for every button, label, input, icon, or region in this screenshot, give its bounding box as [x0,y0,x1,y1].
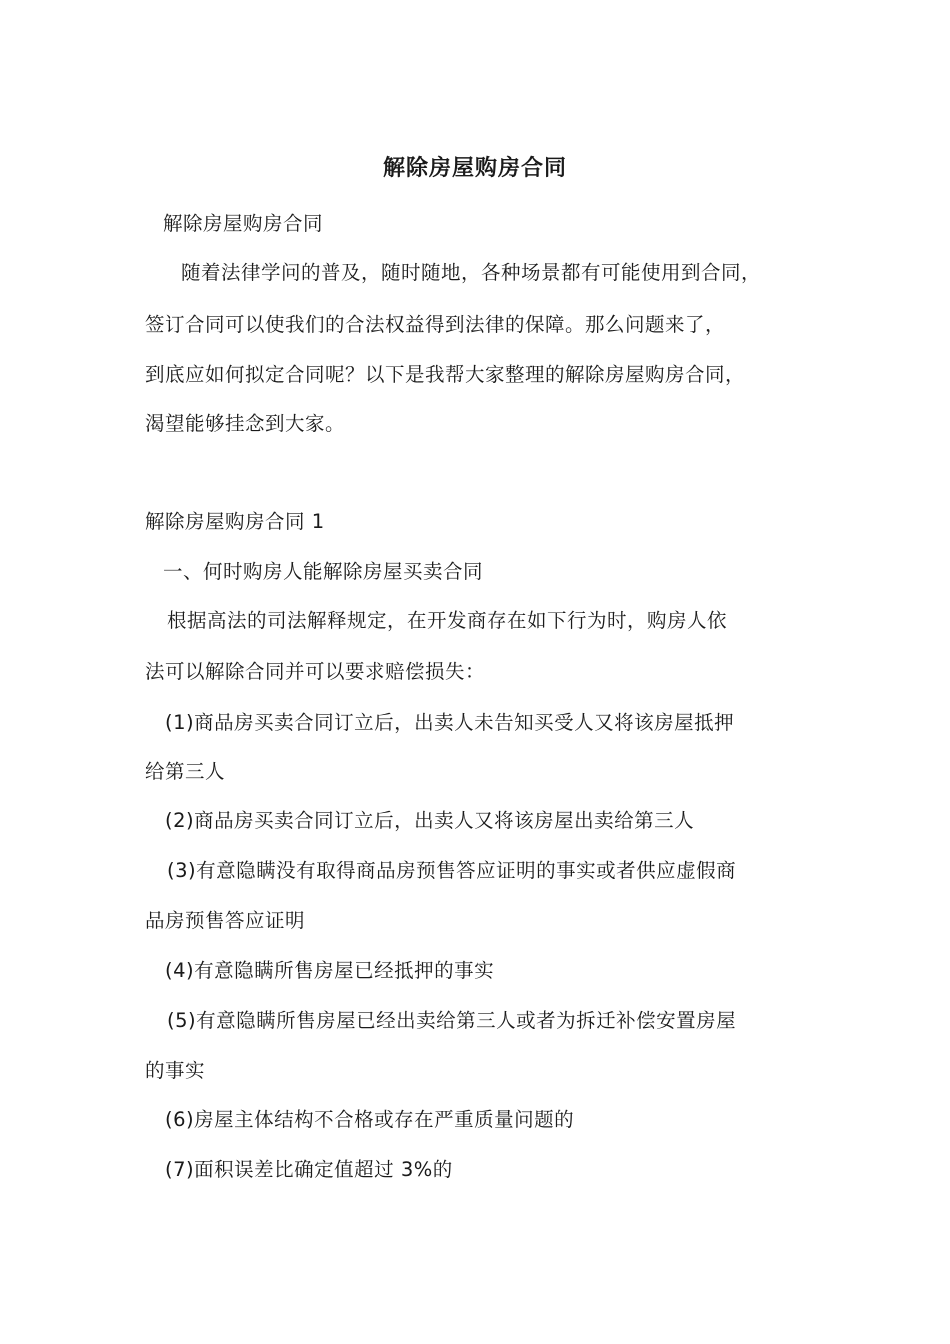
paragraph-line: 签订合同可以使我们的合法权益得到法律的保障。那么问题来了， [145,313,726,336]
list-item-line: (4)有意隐瞒所售房屋已经抵押的事实 [165,959,495,982]
list-item-line: (2)商品房买卖合同订立后，出卖人又将该房屋出卖给第三人 [165,809,695,832]
paragraph-line: 到底应如何拟定合同呢？以下是我帮大家整理的解除房屋购房合同， [145,363,746,386]
list-item-line: (7)面积误差比确定值超过 3%的 [165,1158,453,1181]
list-item-line: 给第三人 [145,760,226,783]
list-item-line: (1)商品房买卖合同订立后，出卖人未告知买受人又将该房屋抵押 [165,711,735,734]
list-item-line: 品房预售答应证明 [145,909,306,932]
subsection-heading: 一、何时购房人能解除房屋买卖合同 [163,560,484,583]
list-item-line: 的事实 [145,1059,206,1082]
list-item-line: (5)有意隐瞒所售房屋已经出卖给第三人或者为拆迁补偿安置房屋 [167,1009,737,1032]
subtitle-line: 解除房屋购房合同 [163,212,324,235]
paragraph-line: 根据高法的司法解释规定，在开发商存在如下行为时，购房人依 [167,609,728,632]
section-heading: 解除房屋购房合同 1 [145,510,325,533]
list-item-line: (6)房屋主体结构不合格或存在严重质量问题的 [165,1108,575,1131]
paragraph-line: 渴望能够挂念到大家。 [145,412,346,435]
list-item-line: (3)有意隐瞒没有取得商品房预售答应证明的事实或者供应虚假商 [167,859,737,882]
document-title: 解除房屋购房合同 [382,156,567,181]
paragraph-line: 法可以解除合同并可以要求赔偿损失： [145,660,486,683]
paragraph-line: 随着法律学问的普及，随时随地，各种场景都有可能使用到合同， [181,261,762,284]
